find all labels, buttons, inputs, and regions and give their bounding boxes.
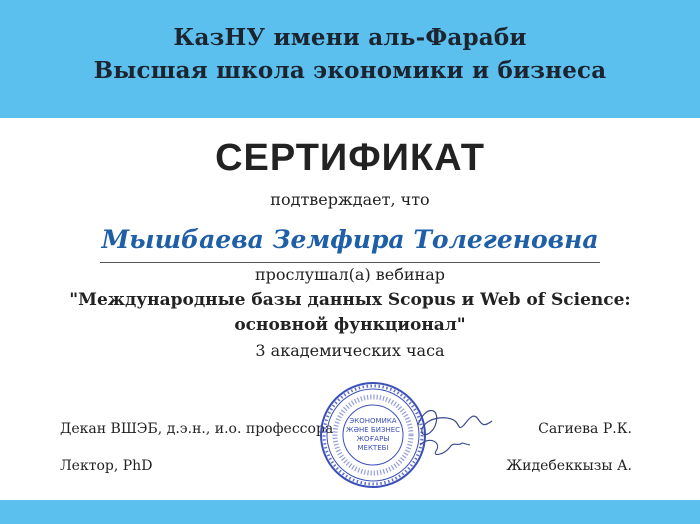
org-name-line2: Высшая школа экономики и бизнеса: [93, 57, 607, 84]
org-name-line1: КазНУ имени аль-Фараби: [173, 24, 527, 51]
certificate-title: СЕРТИФИКАТ: [215, 137, 485, 179]
lecturer-title: Лектор, PhD: [60, 458, 153, 474]
name-underline: [100, 262, 600, 263]
signature: [400, 395, 510, 465]
hours-text: 3 академических часа: [255, 341, 445, 360]
stamp-line3: ЖОҒАРЫ: [356, 435, 390, 443]
stamp-line4: МЕКТЕБІ: [357, 444, 389, 452]
stamp-line2: ЖӘНЕ БИЗНЕС: [345, 426, 401, 434]
lecturer-name: Жидебеккызы А.: [506, 458, 632, 474]
confirms-text: подтверждает, что: [270, 190, 430, 209]
webinar-title: [0, 288, 700, 338]
webinar-title-line2: основной функционал": [234, 315, 466, 335]
dean-name: Сагиева Р.К.: [538, 421, 632, 437]
attended-text: прослушал(а) вебинар: [255, 265, 445, 284]
dean-title: Декан ВШЭБ, д.э.н., и.о. профессора: [60, 421, 334, 437]
stamp-line1: ЭКОНОМИКА: [349, 417, 397, 425]
webinar-title-line1: "Международные базы данных Scopus и Web of Science:: [69, 290, 631, 310]
footer-band: [0, 500, 700, 524]
recipient-name: Мышбаева Земфира Толегеновна: [101, 225, 599, 254]
